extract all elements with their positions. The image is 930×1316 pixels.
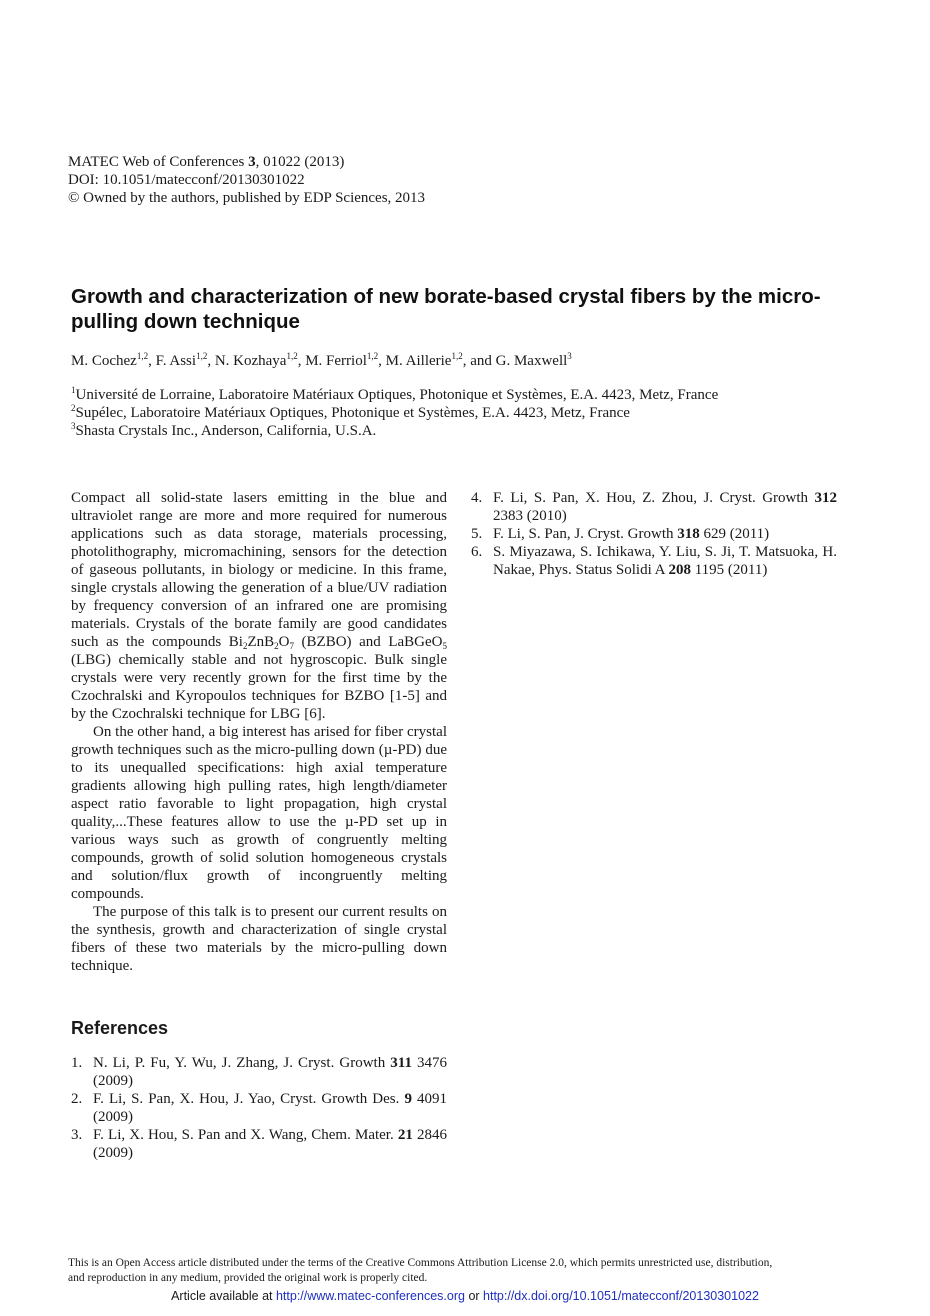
- reference-item: 2. F. Li, S. Pan, X. Hou, J. Yao, Cryst. Growth Des. 9 4091 (2009): [71, 1091, 448, 1125]
- author-list: [71, 353, 572, 370]
- references-heading: References: [71, 1018, 169, 1038]
- affiliation: $^1$Université de Lorraine, Laboratoire Matériaux Optiques, Photonique et Systèmes, E.A. 4423, Metz, France: [71, 385, 719, 403]
- formula-bzbo: $Bi_2ZnB_2O_7$: [228, 634, 294, 651]
- paragraph: The purpose of this talk is to present our current results on the synthesis, growth and characterization of single crystal fibers of these two materials by the micro-pulling down technique.: [71, 904, 447, 974]
- reference-item: 1. N. Li, P. Fu, Y. Wu, J. Zhang, J. Cryst. Growth 311 3476 (2009): [71, 1055, 448, 1089]
- copyright-line: © Owned by the authors, published by EDP Sciences, 2013: [68, 190, 426, 206]
- journal-citation: MATEC Web of Conferences 3, 01022 (2013): [68, 154, 345, 170]
- journal-header: [68, 153, 425, 207]
- reference-item: 6. S. Miyazawa, S. Ichikawa, Y. Liu, S. Ji, T. Matsuoka, H. Nakae, Phys. Status Solidi A 208 1195 (2011): [471, 544, 837, 578]
- reference-list-right: [471, 489, 837, 579]
- matec-link[interactable]: http://www.matec-conferences.org: [275, 1289, 465, 1303]
- reference-list-left: [71, 1054, 447, 1162]
- author: M. Ferriol$^{1,2}$,: [305, 351, 386, 369]
- paragraph: Compact all solid-state lasers emitting in the blue and ultraviolet range are more and more required for numerous applications such as data storage, materials processing, photolithography, micromachining, sensors for the detection of gaseous pollutants, in biology or medicine. In this frame, single crystals allowing the generation of a blue/UV radiation by frequency conversion of an infrared one are promising materials. Crystals of the borate family are good candidates such as the compounds $Bi_2ZnB_2O_7$ (BZBO) and LaBGeO$_5$ (LBG) chemically stable and not hygroscopic. Bulk single crystals were very recently grown for the first time by the Czochralski and Kyropoulos techniques for BZBO [1-5] and by the Czochralski technique for LBG [6].: [71, 490, 447, 722]
- body-text-column: [71, 489, 447, 975]
- formula-lbg: LaBGeO$_5$: [388, 634, 447, 651]
- reference-item: 4. F. Li, S. Pan, X. Hou, Z. Zhou, J. Cryst. Growth 312 2383 (2010): [471, 490, 837, 524]
- author: F. Assi$^{1,2}$,: [155, 351, 215, 369]
- doi-line: DOI: 10.1051/matecconf/20130301022: [68, 172, 305, 188]
- affiliation: $^2$Supélec, Laboratoire Matériaux Optiques, Photonique et Systèmes, E.A. 4423, Metz, France: [71, 403, 630, 421]
- author: G. Maxwell$^3$: [495, 351, 572, 369]
- license-line: This is an Open Access article distributed under the terms of the Creative Commons Attribution License 2.0, which permits unrestricted use, distribution,: [68, 1257, 773, 1269]
- article-availability: Article available at http://www.matec-conferences.org or http://dx.doi.org/10.1051/matecconf/20130301022: [171, 1289, 759, 1303]
- doi-link[interactable]: http://dx.doi.org/10.1051/matecconf/20130301022: [483, 1289, 759, 1303]
- reference-item: 3. F. Li, X. Hou, S. Pan and X. Wang, Chem. Mater. 21 2846 (2009): [71, 1127, 447, 1161]
- license-line: and reproduction in any medium, provided the original work is properly cited.: [68, 1272, 428, 1284]
- author: M. Cochez$^{1,2}$,: [71, 351, 156, 369]
- license-footer: [68, 1256, 772, 1286]
- paragraph: On the other hand, a big interest has arised for fiber crystal growth techniques such as the micro-pulling down (µ-PD) due to its unequalled specifications: high axial temperature gradients allowing high pulling rates, high length/diameter aspect ratio favorable to light propagation, high crystal quality,...These features allow to use the µ-PD set up in various ways such as growth of congruently melting compounds, growth of solid solution homogeneous crystals and solution/flux growth of incongruently melting compounds.: [71, 724, 447, 902]
- author: M. Aillerie$^{1,2}$, and: [385, 351, 496, 369]
- author: N. Kozhaya$^{1,2}$,: [214, 351, 306, 369]
- affiliation-list: [71, 386, 718, 440]
- reference-item: 5. F. Li, S. Pan, J. Cryst. Growth 318 629 (2011): [471, 526, 770, 542]
- paper-title: Growth and characterization of new borate-based crystal fibers by the micro-pulling down technique: [71, 285, 821, 333]
- affiliation: $^3$Shasta Crystals Inc., Anderson, California, U.S.A.: [71, 421, 377, 439]
